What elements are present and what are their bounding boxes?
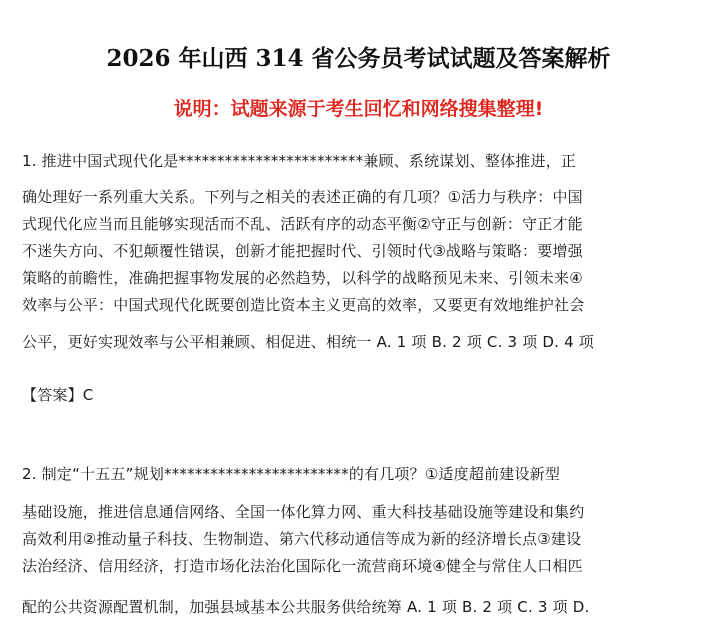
answer-label: 【答案】C xyxy=(22,386,94,404)
question-1-line: 确处理好一系列重大关系。下列与之相关的表述正确的有几项？①活力与秩序：中国 xyxy=(22,188,583,206)
question-1-line: 式现代化应当而且能够实现活而不乱、活跃有序的动态平衡②守正与创新：守正才能 xyxy=(22,215,583,233)
question-1-line: 1. 推进中国式现代化是************************兼顾、系统谋划、整体推进，正 xyxy=(22,152,577,170)
question-2-line: 法治经济、信用经济，打造市场化法治化国际化一流营商环境④健全与常住人口相匹 xyxy=(22,557,583,575)
question-1-line: 不迷失方向、不犯颠覆性错误，创新才能把握时代、引领时代③战略与策略：要增强 xyxy=(22,242,583,260)
question-1-line: 公平，更好实现效率与公平相兼顾、相促进、相统一 A. 1 项 B. 2 项 C. 3 项 D. 4 项 xyxy=(22,333,594,351)
question-1-line: 策略的前瞻性，准确把握事物发展的必然趋势，以科学的战略预见未来、引领未来④ xyxy=(22,269,583,287)
document-title: 2026 年山西 314 省公务员考试试题及答案解析 xyxy=(106,45,611,72)
source-notice: 说明：试题来源于考生回忆和网络搜集整理! xyxy=(173,98,544,120)
question-2-line: 2. 制定“十五五”规划************************的有几项？①适度超前建设新型 xyxy=(22,465,561,483)
question-1-line: 效率与公平：中国式现代化既要创造比资本主义更高的效率，又要更有效地维护社会 xyxy=(22,296,585,314)
question-2-line: 高效利用②推动量子科技、生物制造、第六代移动通信等成为新的经济增长点③建设 xyxy=(22,530,582,548)
question-2-line: 配的公共资源配置机制，加强县域基本公共服务供给统筹 A. 1 项 B. 2 项 C. 3 项 D. xyxy=(22,598,590,616)
question-2-line: 基础设施，推进信息通信网络、全国一体化算力网、重大科技基础设施等建设和集约 xyxy=(22,503,585,521)
